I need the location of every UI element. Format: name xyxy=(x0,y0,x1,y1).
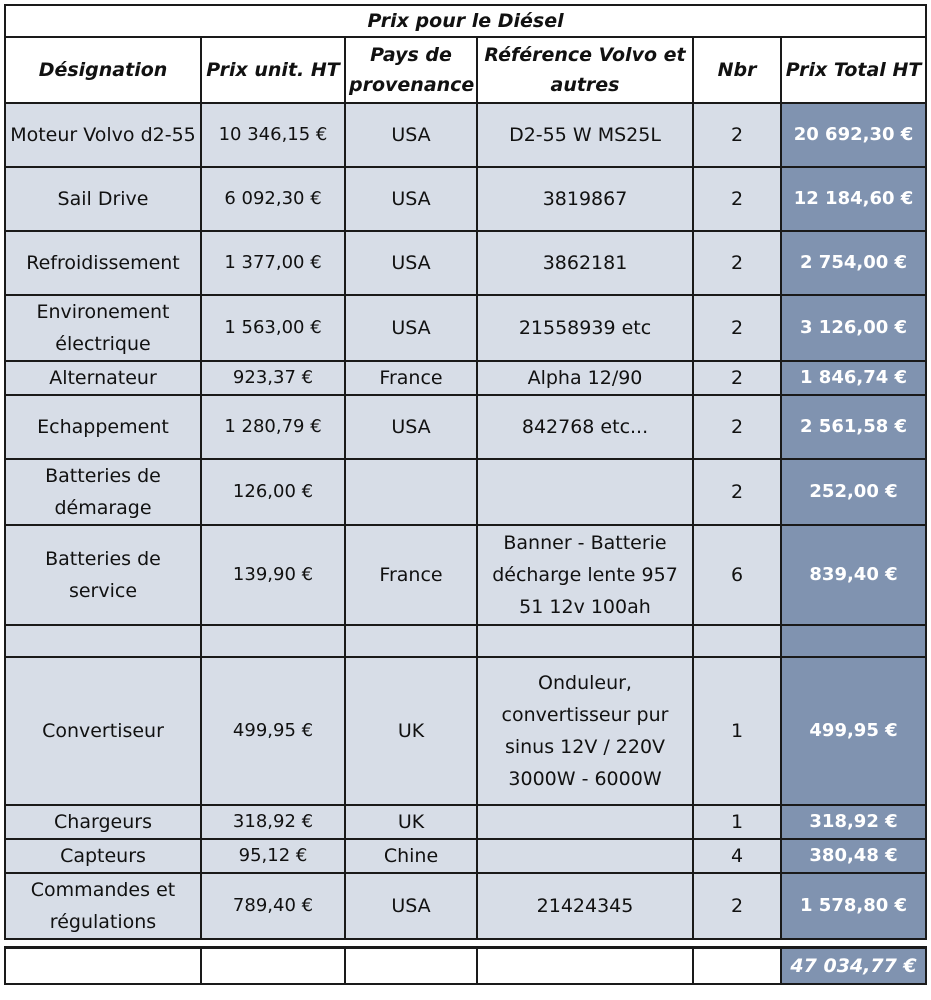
cell-pays: USA xyxy=(345,295,477,361)
cell-prix-total: 12 184,60 € xyxy=(781,167,926,231)
cell-pays xyxy=(345,459,477,525)
cell-pays: USA xyxy=(345,103,477,167)
cell-prix-total: 1 846,74 € xyxy=(781,361,926,395)
table-row xyxy=(5,839,926,873)
cell-designation: Convertiseur xyxy=(5,657,201,805)
cell-prix-total: 20 692,30 € xyxy=(781,103,926,167)
cell-reference xyxy=(477,459,693,525)
cell-pays: Chine xyxy=(345,839,477,873)
sum-empty-cell xyxy=(477,948,693,985)
cell-pays xyxy=(345,625,477,657)
cell-reference: D2-55 W MS25L xyxy=(477,103,693,167)
table-row xyxy=(5,625,926,657)
cell-nbr: 2 xyxy=(693,459,781,525)
cell-designation: Echappement xyxy=(5,395,201,459)
header-prix-unit: Prix unit. HT xyxy=(201,37,345,103)
cell-nbr: 2 xyxy=(693,231,781,295)
cell-nbr: 1 xyxy=(693,805,781,839)
header-reference: Référence Volvo et autres xyxy=(477,37,693,103)
cell-nbr xyxy=(693,625,781,657)
cell-designation: Sail Drive xyxy=(5,167,201,231)
cell-designation: Alternateur xyxy=(5,361,201,395)
cell-reference: 3819867 xyxy=(477,167,693,231)
cell-prix-unit: 923,37 € xyxy=(201,361,345,395)
cell-designation xyxy=(5,625,201,657)
cell-reference: 842768 etc... xyxy=(477,395,693,459)
cell-prix-unit: 499,95 € xyxy=(201,657,345,805)
cell-pays: France xyxy=(345,525,477,625)
cell-reference: 3862181 xyxy=(477,231,693,295)
table-row xyxy=(5,525,926,625)
cell-prix-total: 380,48 € xyxy=(781,839,926,873)
cell-prix-unit: 789,40 € xyxy=(201,873,345,939)
cell-pays: USA xyxy=(345,395,477,459)
cell-prix-unit: 6 092,30 € xyxy=(201,167,345,231)
header-prix-total: Prix Total HT xyxy=(781,37,926,103)
cell-prix-unit: 318,92 € xyxy=(201,805,345,839)
cell-reference: Alpha 12/90 xyxy=(477,361,693,395)
cell-prix-unit: 139,90 € xyxy=(201,525,345,625)
cell-reference xyxy=(477,805,693,839)
table-row xyxy=(5,167,926,231)
cell-reference: Onduleur, convertisseur pur sinus 12V / 220V 3000W - 6000W xyxy=(477,657,693,805)
header-nbr: Nbr xyxy=(693,37,781,103)
cell-designation: Chargeurs xyxy=(5,805,201,839)
cell-nbr: 2 xyxy=(693,103,781,167)
cell-prix-unit: 1 280,79 € xyxy=(201,395,345,459)
cell-prix-total xyxy=(781,625,926,657)
cell-prix-unit: 1 563,00 € xyxy=(201,295,345,361)
sum-empty-cell xyxy=(693,948,781,985)
header-pays: Pays de provenance xyxy=(345,37,477,103)
cell-prix-unit: 10 346,15 € xyxy=(201,103,345,167)
cell-prix-unit: 95,12 € xyxy=(201,839,345,873)
cell-prix-unit xyxy=(201,625,345,657)
cell-nbr: 2 xyxy=(693,167,781,231)
diesel-price-table xyxy=(4,4,927,985)
cell-nbr: 2 xyxy=(693,873,781,939)
sum-empty-cell xyxy=(5,948,201,985)
cell-prix-total: 2 754,00 € xyxy=(781,231,926,295)
cell-nbr: 2 xyxy=(693,361,781,395)
table-row xyxy=(5,805,926,839)
cell-designation: Moteur Volvo d2-55 xyxy=(5,103,201,167)
cell-nbr: 6 xyxy=(693,525,781,625)
table-row xyxy=(5,361,926,395)
cell-designation: Commandes et régulations xyxy=(5,873,201,939)
cell-pays: UK xyxy=(345,805,477,839)
cell-prix-total: 318,92 € xyxy=(781,805,926,839)
cell-prix-total: 3 126,00 € xyxy=(781,295,926,361)
cell-pays: UK xyxy=(345,657,477,805)
cell-reference: 21558939 etc xyxy=(477,295,693,361)
header-designation: Désignation xyxy=(5,37,201,103)
cell-nbr: 4 xyxy=(693,839,781,873)
cell-nbr: 2 xyxy=(693,395,781,459)
sum-empty-cell xyxy=(345,948,477,985)
table-row xyxy=(5,395,926,459)
table-row xyxy=(5,231,926,295)
table-row xyxy=(5,873,926,939)
table-row xyxy=(5,657,926,805)
separator xyxy=(5,939,926,948)
table-row xyxy=(5,295,926,361)
cell-prix-unit: 126,00 € xyxy=(201,459,345,525)
table-row xyxy=(5,103,926,167)
cell-nbr: 2 xyxy=(693,295,781,361)
cell-designation: Environement électrique xyxy=(5,295,201,361)
grand-total: 47 034,77 € xyxy=(781,948,926,985)
cell-prix-total: 2 561,58 € xyxy=(781,395,926,459)
table-row xyxy=(5,459,926,525)
cell-pays: USA xyxy=(345,231,477,295)
cell-pays: USA xyxy=(345,873,477,939)
cell-prix-total: 499,95 € xyxy=(781,657,926,805)
cell-nbr: 1 xyxy=(693,657,781,805)
cell-designation: Capteurs xyxy=(5,839,201,873)
cell-prix-unit: 1 377,00 € xyxy=(201,231,345,295)
cell-designation: Refroidissement xyxy=(5,231,201,295)
cell-prix-total: 252,00 € xyxy=(781,459,926,525)
cell-pays: France xyxy=(345,361,477,395)
sum-empty-cell xyxy=(201,948,345,985)
cell-designation: Batteries de service xyxy=(5,525,201,625)
cell-reference xyxy=(477,625,693,657)
cell-reference xyxy=(477,839,693,873)
cell-designation: Batteries de démarage xyxy=(5,459,201,525)
cell-prix-total: 839,40 € xyxy=(781,525,926,625)
cell-reference: 21424345 xyxy=(477,873,693,939)
cell-reference: Banner - Batterie décharge lente 957 51 12v 100ah xyxy=(477,525,693,625)
table-title: Prix pour le Diésel xyxy=(5,5,926,37)
cell-prix-total: 1 578,80 € xyxy=(781,873,926,939)
cell-pays: USA xyxy=(345,167,477,231)
